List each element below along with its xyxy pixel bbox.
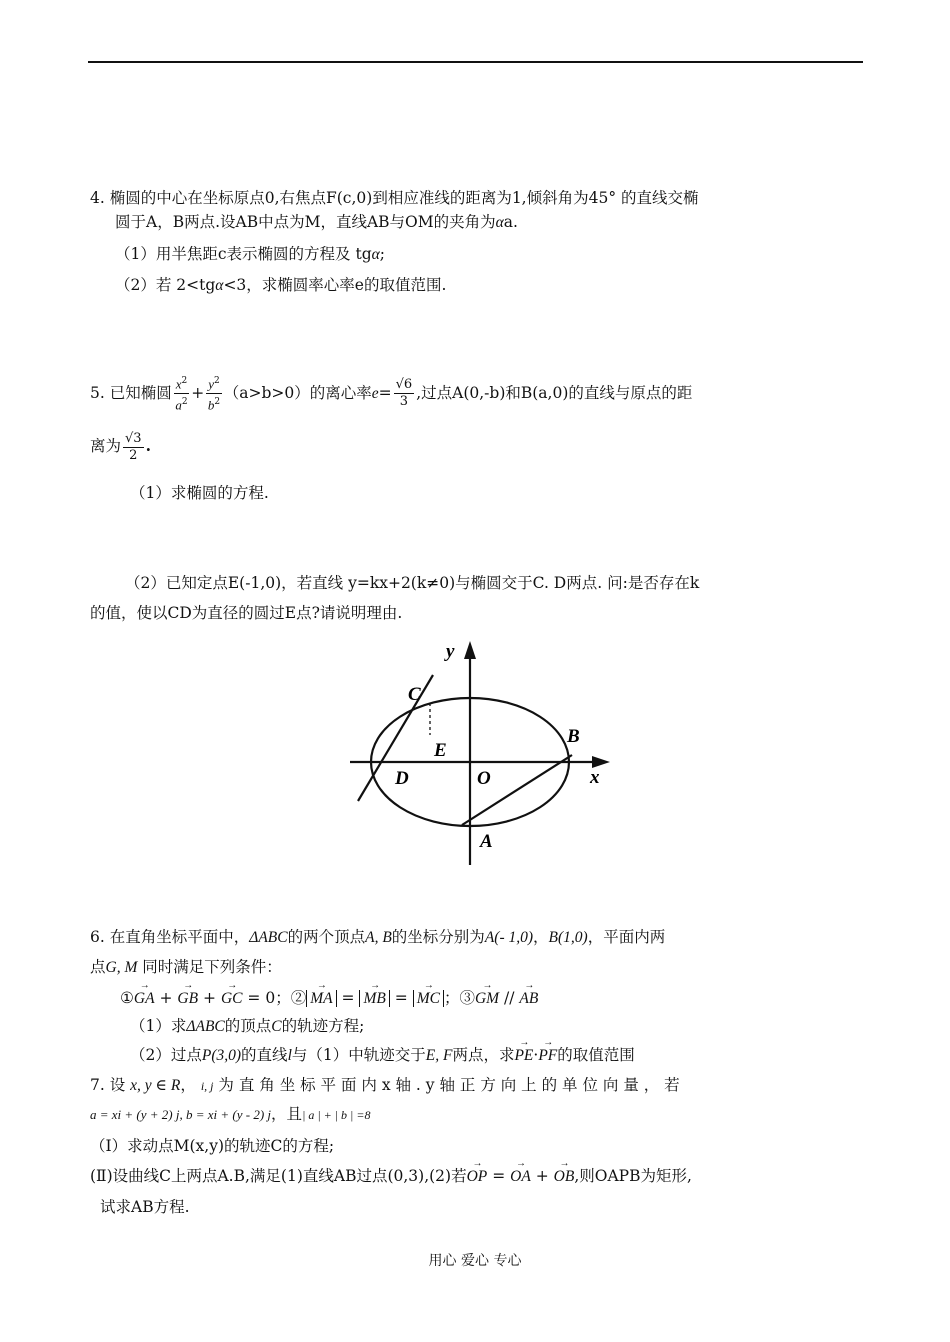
- problem-4-question-2: （2）若 2<tgα<3，求椭圆率心率e的取值范围.: [115, 276, 447, 294]
- header-rule: [88, 61, 863, 63]
- problem-5-question-1: （1）求椭圆的方程.: [130, 484, 269, 502]
- label-o: O: [477, 768, 491, 789]
- page-footer: 用心 爱心 专心: [428, 1253, 522, 1269]
- problem-4-line-1: 4. 椭圆的中心在坐标原点0,右焦点F(c,0)到相应准线的距离为1,倾斜角为45° 的直线交椭: [90, 189, 699, 207]
- label-e: E: [434, 740, 447, 761]
- problem-7-question-2: (Ⅱ)设曲线C上两点A.B,满足(1)直线AB过点(0,3),(2)若→ OP = → OA + → OB,则OAPB为矩形,: [90, 1166, 692, 1187]
- problem-4-question-1: （1）用半焦距c表示椭圆的方程及 tgα;: [115, 245, 385, 263]
- problem-5-line-1: 5. 已知椭圆 $\frac{x^2}{a^2}$ + $\frac{y^2}{b^2}$ （a>b>0）的离心率e= $\frac{√6}{3}$ ,过点A(0,-b)和B(a,0)的直线与原点的距: [90, 373, 692, 415]
- problem-5-question-2-line-1: （2）已知定点E(-1,0)，若直线 y=kx+2(k≠0)与椭圆交于C. D两点. 问:是否存在k: [125, 574, 700, 592]
- label-y: y: [446, 641, 455, 662]
- problem-5-line-2: 离为 $\frac{√3}{2}$ .: [90, 430, 151, 463]
- problem-6-question-1: （1）求ΔABC的顶点C的轨迹方程;: [130, 1017, 365, 1035]
- problem-7-line-2: a = xi + (y + 2) j, b = xi + (y - 2) j，且| a | + | b | =8: [90, 1105, 371, 1123]
- y-axis-arrow: [464, 641, 476, 659]
- problem-5-question-2-line-2: 的值，使以CD为直径的圆过E点?请说明理由.: [90, 604, 403, 622]
- label-b: B: [567, 726, 580, 747]
- problem-7-question-1: （Ⅰ）求动点M(x,y)的轨迹C的方程;: [90, 1137, 335, 1155]
- problem-7-line-1: 7. 设 x, y ∈ R， i, j 为 直 角 坐 标 平 面 内 x 轴 . y 轴 正 方 向 上 的 单 位 向 量 ， 若: [90, 1076, 680, 1094]
- label-a: A: [480, 831, 493, 852]
- label-x: x: [590, 767, 600, 788]
- fraction-sqrt3-2: $\frac{√3}{2}$: [125, 430, 142, 463]
- problem-6-conditions: ①→ GA + → GB + → GC = 0；②→ MA = → MB = → MC ；③→ GM // → AB: [120, 988, 538, 1009]
- problem-6-line-1: 6. 在直角坐标平面中，ΔABC的两个顶点A, B的坐标分别为A(- 1,0)，B(1,0)，平面内两: [90, 928, 666, 946]
- problem-4-line-2: 圆于A，B两点.设AB中点为M，直线AB与OM的夹角为αa.: [115, 213, 518, 231]
- problem-6-line-2: 点G, M 同时满足下列条件：: [90, 958, 282, 976]
- problem-6-question-2: （2）过点P(3,0)的直线l与（1）中轨迹交于E, F两点，求→ PE·→ PF的取值范围: [130, 1045, 635, 1066]
- ellipse-diagram: [340, 635, 620, 870]
- label-c: C: [408, 684, 421, 705]
- fraction-y2-b2: $\frac{y^2}{b^2}$: [206, 373, 222, 415]
- label-d: D: [395, 768, 409, 789]
- problem-7-question-2-cont: 试求AB方程.: [100, 1198, 190, 1216]
- fraction-sqrt6-3: $\frac{√6}{3}$: [395, 377, 413, 410]
- line-ab: [462, 755, 572, 825]
- fraction-x2-a2: $\frac{x^2}{a^2}$: [174, 373, 190, 415]
